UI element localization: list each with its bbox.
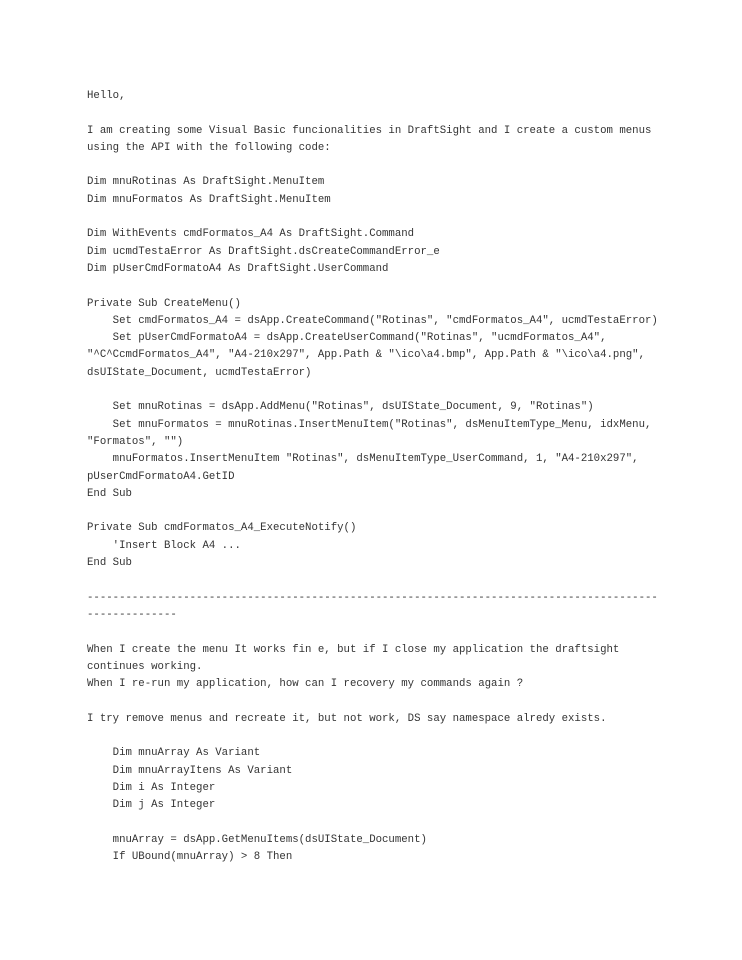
blank-line — [87, 105, 707, 122]
forum-post-body — [87, 88, 707, 866]
text-line: Dim WithEvents cmdFormatos_A4 As DraftSight.Command — [87, 228, 415, 241]
blank-line — [87, 572, 707, 589]
text-line: Dim pUserCmdFormatoA4 As DraftSight.UserCommand — [87, 262, 389, 275]
text-line: End Sub — [87, 487, 132, 500]
text-line: Set mnuFormatos = mnuRotinas.InsertMenuItem("Rotinas", dsMenuItemType_Menu, idxMenu, — [87, 418, 652, 431]
text-line: dsUIState_Document, ucmdTestaError) — [87, 366, 312, 379]
blank-line — [87, 157, 707, 174]
text-line: pUserCmdFormatoA4.GetID — [87, 470, 235, 483]
text-line: Private Sub cmdFormatos_A4_ExecuteNotify() — [87, 522, 357, 535]
text-line: Dim ucmdTestaError As DraftSight.dsCreateCommandError_e — [87, 245, 440, 258]
blank-line — [87, 693, 707, 710]
text-line: Set cmdFormatos_A4 = dsApp.CreateCommand("Rotinas", "cmdFormatos_A4", ucmdTestaError) — [87, 314, 658, 327]
blank-line — [87, 382, 707, 399]
text-line: Dim mnuArray As Variant — [87, 747, 261, 760]
text-line: -------------- — [87, 608, 177, 621]
text-line: Private Sub CreateMenu() — [87, 297, 241, 310]
text-line: If UBound(mnuArray) > 8 Then — [87, 851, 293, 864]
text-line: mnuFormatos.InsertMenuItem "Rotinas", dsMenuItemType_UserCommand, 1, "A4-210x297", — [87, 453, 639, 466]
blank-line — [87, 728, 707, 745]
text-line: ----------------------------------------------------------------------------------------- — [87, 591, 658, 604]
text-line: continues working. — [87, 660, 203, 673]
text-line: End Sub — [87, 557, 132, 570]
blank-line — [87, 814, 707, 831]
text-line: mnuArray = dsApp.GetMenuItems(dsUIState_Document) — [87, 833, 427, 846]
text-line: Dim mnuRotinas As DraftSight.MenuItem — [87, 176, 325, 189]
blank-line — [87, 503, 707, 520]
text-line: When I create the menu It works fin e, but if I close my application the draftsight — [87, 643, 620, 656]
text-line: Set mnuRotinas = dsApp.AddMenu("Rotinas", dsUIState_Document, 9, "Rotinas") — [87, 401, 594, 414]
text-line: Dim mnuArrayItens As Variant — [87, 764, 293, 777]
text-line: When I re-run my application, how can I recovery my commands again ? — [87, 678, 524, 691]
text-line: 'Insert Block A4 ... — [87, 539, 241, 552]
text-line: Dim i As Integer — [87, 781, 216, 794]
text-line: Dim j As Integer — [87, 799, 216, 812]
text-line: using the API with the following code: — [87, 141, 331, 154]
text-line: Set pUserCmdFormatoA4 = dsApp.CreateUserCommand("Rotinas", "ucmdFormatos_A4", — [87, 332, 607, 345]
blank-line — [87, 624, 707, 641]
text-line: I try remove menus and recreate it, but not work, DS say namespace alredy exists. — [87, 712, 607, 725]
blank-line — [87, 209, 707, 226]
text-line: Hello, — [87, 90, 126, 102]
blank-line — [87, 278, 707, 295]
text-line: I am creating some Visual Basic funcionalities in DraftSight and I create a custom menus — [87, 124, 652, 137]
text-line: "^C^CcmdFormatos_A4", "A4-210x297", App.Path & "\ico\a4.bmp", App.Path & "\ico\a4.png", — [87, 349, 645, 362]
text-line: "Formatos", "") — [87, 435, 184, 448]
text-line: Dim mnuFormatos As DraftSight.MenuItem — [87, 193, 331, 206]
